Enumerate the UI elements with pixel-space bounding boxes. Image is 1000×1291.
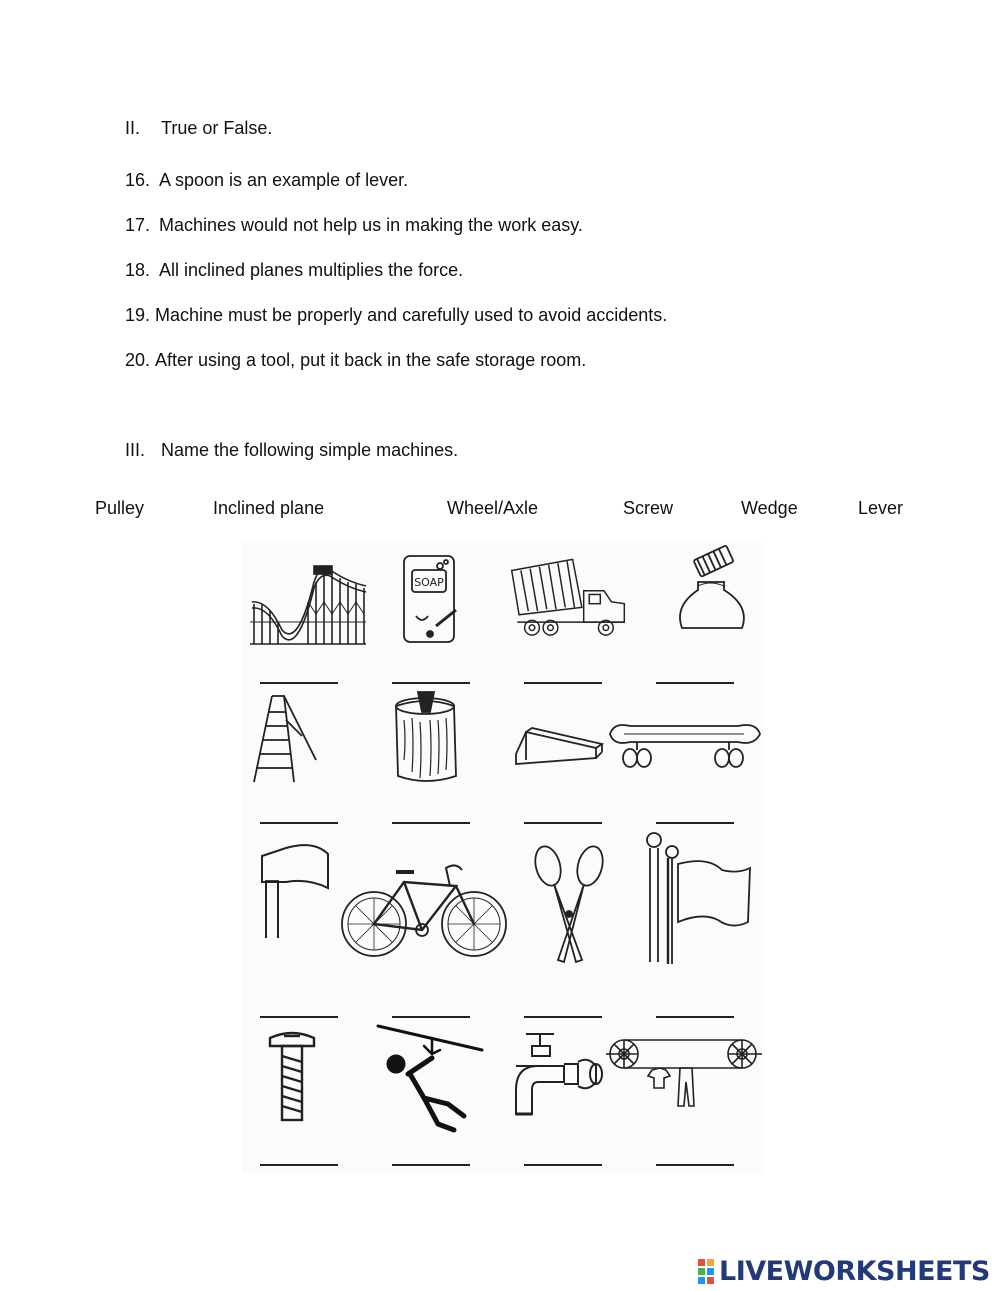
screw-picture [248,1026,368,1136]
question-18 [125,260,463,281]
dump-truck-picture [508,550,628,650]
question-17 [125,215,583,236]
section-2-heading [125,118,272,139]
question-number: 16. [125,170,151,190]
section-3-title: Name the following simple machines. [161,440,459,460]
answer-blank[interactable] [392,682,470,684]
answer-blank[interactable] [392,822,470,824]
section-3-heading [125,440,458,461]
logo-squares-icon [697,1258,715,1285]
answer-blank[interactable] [656,1016,734,1018]
log-with-axe-picture [380,690,500,790]
choice-lever: Lever [858,498,904,518]
question-number: 17. [125,215,151,235]
section-2-title: True or False. [161,118,273,138]
answer-blank[interactable] [392,1164,470,1166]
answer-blank[interactable] [524,1164,602,1166]
answer-blank[interactable] [524,1016,602,1018]
answer-blank[interactable] [524,682,602,684]
answer-blank[interactable] [392,1016,470,1018]
question-20 [125,350,586,371]
answer-blank[interactable] [260,1164,338,1166]
zipline-picture [374,1020,494,1136]
liveworksheets-logo [697,1256,990,1286]
choice-pulley: Pulley [95,498,145,518]
question-text: Machine must be properly and carefully used to avoid accidents. [155,305,668,325]
section-2-numeral: II. [125,118,141,138]
picture-grid [242,542,764,1174]
brand-name: LIVEWORKSHEETS [719,1255,990,1287]
roller-coaster-picture [248,552,368,652]
choice-wedge: Wedge [741,498,798,518]
question-16 [125,170,408,191]
question-text: After using a tool, put it back in the safe storage room. [155,350,587,370]
flagpole-picture [638,830,758,970]
choice-inclined-plane: Inclined plane [213,498,325,518]
answer-blank[interactable] [656,682,734,684]
ladder-picture [246,690,366,790]
skateboard-picture [604,702,764,802]
question-text: Machines would not help us in making the work easy. [159,215,583,235]
clothesline-pulley-picture [604,1026,764,1136]
question-number: 20. [125,350,151,370]
section-3-numeral: III. [125,440,146,460]
question-19 [125,305,667,326]
scissors-picture [526,842,616,972]
answer-blank[interactable] [260,682,338,684]
question-number: 18. [125,260,151,280]
question-text: All inclined planes multiplies the force. [159,260,464,280]
soap-label: SOAP [414,576,444,589]
answer-blank[interactable] [524,822,602,824]
question-number: 19. [125,305,151,325]
bicycle-picture [338,842,512,972]
soap-dispenser-picture [382,550,502,650]
answer-blank[interactable] [656,1164,734,1166]
jar-lid-picture [654,542,774,642]
choice-screw: Screw [623,498,674,518]
answer-blank[interactable] [656,822,734,824]
answer-blank[interactable] [260,1016,338,1018]
choice-wheel-axle: Wheel/Axle [447,498,539,518]
answer-blank[interactable] [260,822,338,824]
question-text: A spoon is an example of lever. [159,170,409,190]
